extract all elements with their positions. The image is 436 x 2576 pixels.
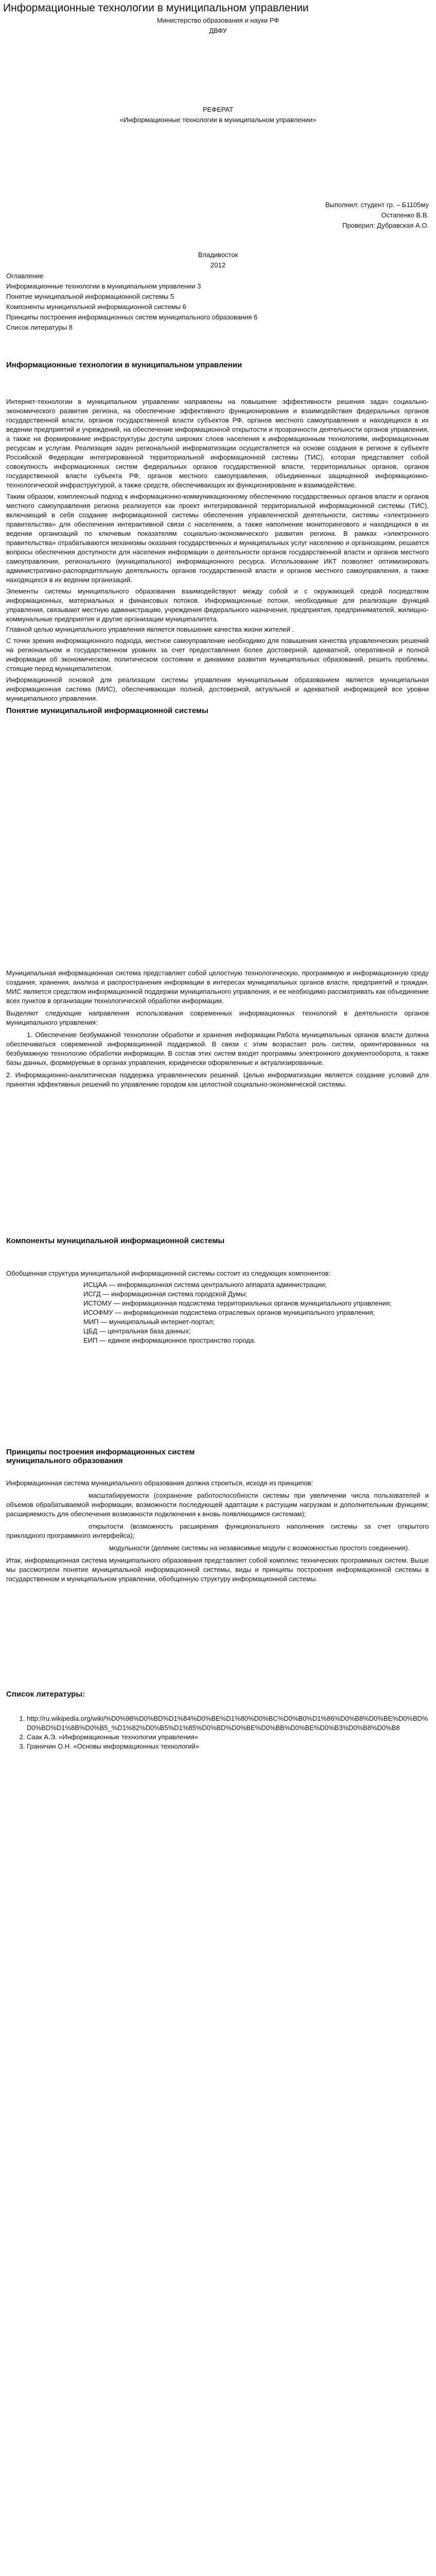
paragraph: Элементы системы муниципального образования взаимодействуют между собой и с окружающей средой посредством информационных, материальных и финансовых потоков. Информационные потоки, необходимые для реализации функций управления, связывают местную администрацию, учреждения федерального назначения, предприятия, предпринимателей, жилищно-коммунальные предприятия и другие организации муниципалитета. (6, 587, 429, 623)
checked-by: Проверил: Дубравская А.О. (342, 222, 429, 229)
paragraph: Информационной основой для реализации системы управления муниципальным образованием является муниципальная информационная система (МИС), обеспечивающая полной, достоверной, актуальной и адекватной информацией все уровни муниципального управления. (6, 676, 429, 702)
section-heading: Компоненты муниципальной информационной системы (6, 1236, 225, 1245)
paragraph: Информационная система муниципального образования должна строиться, исходя из принципов: (6, 1479, 313, 1487)
section-heading: муниципального образования (6, 1456, 123, 1465)
toc-item[interactable]: Понятие муниципальной информационной системы 5 (6, 293, 175, 300)
paragraph: Таким образом, комплексный подход к информационно-коммуникационному обеспечению государственных органов власти и органов местного самоуправления региона реализуется как проект интегрированной территориальной информационной системы (ТИС), включающий в себя создание информационной системы обеспечения управленческой деятельности, системы «электронного правительства» для обеспечения интерактивной связи с населением, а также наполнение мониторингового и находящихся в их ведении организаций по ключевым показателям социально-экономического развития региона. В рамках «электронного правительства» отрабатываются механизмы оказания государственных и муниципальных услуг населению и организациям, решается вопросы обеспечения доступности для населения информации о деятельности органов государственной власти и органов местного самоуправления, регионального (муниципального) информационного ресурса. Использование ИКТ позволяет оптимизировать административно-распорядительную деятельность органов государственной власти и органов местного самоуправления, а также находящихся в их ведении организаций. (6, 493, 429, 584)
list-item: ЕИП — единое информационное пространство города. (83, 1336, 256, 1344)
section-heading: Принципы построения информационных систем (6, 1448, 195, 1456)
doc-title-bar (0, 0, 436, 16)
paragraph: масштабируемости (сохранение работоспособности системы при увеличении числа пользователей и объемов обрабатываемой информации, возможности последующей адаптации к растущим нагрузкам и дополнительным функциям; расширяемость для обеспечения возможности подключения к вновь появляющимся системам); (6, 1492, 429, 1518)
toc-item[interactable]: Компоненты муниципальной информационной системы 6 (6, 303, 186, 311)
paragraph: 2. Информационно-аналитическая поддержка управленческих решений. Целью информатизации является создание условий для принятия эффективных решений по управлению городом как целостной социально-экономической системы. (6, 1071, 429, 1088)
report-topic: «Информационные технологии в муниципальном управлении» (119, 116, 317, 124)
section-heading: Информационные технологии в муниципальном управлении (6, 361, 242, 369)
paragraph: модульности (деление системы на независимые модули с возможностью простого соединения). (109, 1544, 410, 1552)
done-by: Выполнил: студент гр. – Б1105му (325, 201, 429, 209)
paragraph: открытости (возможность расширения функционального наполнения системы за счет открытого прикладного программного интерфейса); (6, 1522, 429, 1539)
paragraph: Обобщенная структура муниципальной информационной системы состоит из следующих компонентов: (6, 1269, 331, 1277)
paragraph: С точки зрения информационного подхода, местное самоуправление необходимо для повышения качества управленческих решений на региональном и государственном уровнях за счет предоставления более достоверной, адекватной, оперативной и полной информации об экономическом, политическом состоянии и динамике развития муниципальных образований, решить проблемы, стоящие перед муниципалитетом. (6, 637, 429, 672)
toc-title: Оглавление (6, 272, 44, 280)
references (0, 1690, 436, 1751)
report-kind: РЕФЕРАТ (202, 106, 234, 113)
toc (0, 271, 436, 333)
section-heading: Список литературы: (6, 1690, 85, 1699)
doc-title: Информационные технологии в муниципальном управлении (3, 2, 309, 14)
list-item: 3. Граничин О.Н. «Основы информационных технологий» (27, 1742, 429, 1751)
section-mis (0, 969, 436, 1089)
paragraph: 1. Обеспечение безбумажной технологии обработки и хранения информации.Работа муниципальных органов власти должна обеспечиваться современной информационной поддержкой. В связи с этим возрастает роль систем, ориентированных на безбумажную технологию обработки информации. В состав этих систем входят программы электронного документооборота, а также базы данных, формируемые в органах управления, юридически оформленные и актуализированные. (6, 1031, 429, 1066)
paragraph: Выделяют следующие направления использования современных информационных технологий в деятельности органов муниципального управления: (6, 1009, 429, 1026)
paragraph: Муниципальная информационная система представляет собой целостную технологическую, программную и информационную среду создания, хранения, анализа и распространения информации в интересах муниципальных органов власти, предприятий и граждан. МИС является средством информационной поддержки муниципального управления, и ее необходимо рассматривать как объединение всех пунктов в организации технологической обработки информации. (6, 969, 429, 1005)
reference-list (6, 1714, 429, 1751)
section-it (0, 361, 436, 715)
list-item: ИСТОМУ — информационная подсистема территориальных органов муниципального управления; (83, 1299, 392, 1307)
component-list (6, 1280, 429, 1345)
author: Остапенко В.В. (381, 211, 429, 219)
list-item: ИСОФМУ — информационная подсистема отраслевых органов муниципального управления; (83, 1309, 375, 1316)
paragraph: Интернет-технологии в муниципальном управлении направлены на повышение эффективности решения задач социально-экономического развития региона, на обеспечение эффективного функционирования и взаимодействия федеральных органов государственной власти, органов государственной власти субъектов РФ, органов местного самоуправления и находящихся в их ведении предприятий и учреждений, на обеспечение информационной открытости и прозрачности деятельности органов управления, а также на формирование инфраструктуры доступа широких слоев населения к информационным технологиям, информационным ресурсам и услугам. Реализация задач региональной информатизации осуществляется на основе создания в регионе в субъекте Российской Федерации интегрированной территориальной информационной системы (ТИС), которая представляет собой совокупность информационных систем федеральных органов государственной власти, территориальных органов, органов государственной власти субъекта РФ, органов местного самоуправления, объединенных защищенной информационно-технологической инфраструктурой, а также средств, обеспечивающих их функционирование и взаимодействие. (6, 398, 429, 489)
list-item: МИП — муниципальный интернет-портал; (83, 1318, 215, 1326)
section-heading: Понятие муниципальной информационной системы (6, 706, 208, 715)
year: 2012 (211, 261, 225, 269)
list-item: ЦБД — центральная база данных; (83, 1327, 191, 1335)
toc-item[interactable]: Информационные технологии в муниципальном управлении 3 (6, 282, 201, 290)
city: Владивосток (198, 251, 238, 259)
section-principles (0, 1448, 436, 1584)
reference-link[interactable]: 1. http://ru.wikipedia.org/wiki/%D0%98%D0%BD%D1%84%D0%BE%D1%80%D0%BC%D0%B0%D1%86%D0%B8%D0%BE%D0%BD%D0%BD%D1%8B%D0%B5_%D1%82%D0%B5%D1%85%D0%BD%D0%BE%D0%BB%D0%BE%D0%B3%D0%B8%D0%B8 (27, 1714, 429, 1733)
toc-item[interactable]: Принципы построения информационных систем муниципального образования 6 (6, 313, 258, 321)
section-components (0, 1236, 436, 1345)
paragraph: Главной целью муниципального управления является повышение качества жизни жителей . (6, 625, 294, 633)
list-item: ИСГД — информационная система городской Думы; (83, 1290, 248, 1298)
list-item: 2. Саак А.Э. «Информационные технологии управления» (27, 1733, 429, 1742)
paragraph: Итак, информационная система муниципального образования представляет собой комплекс технических программных систем. Выше мы рассмотрели понятие муниципальной информационной системы, виды и принципы построения информационной системы в государственном и муниципальном управлении, обобщенную структуру информационной системы. (6, 1556, 429, 1583)
university: ДВФУ (209, 27, 227, 35)
list-item: ИСЦАА — информационная система центрального аппарата администрации; (83, 1281, 327, 1289)
ministry: Министерство образования и науки РФ (156, 16, 280, 24)
toc-item[interactable]: Список литературы 8 (6, 324, 73, 331)
